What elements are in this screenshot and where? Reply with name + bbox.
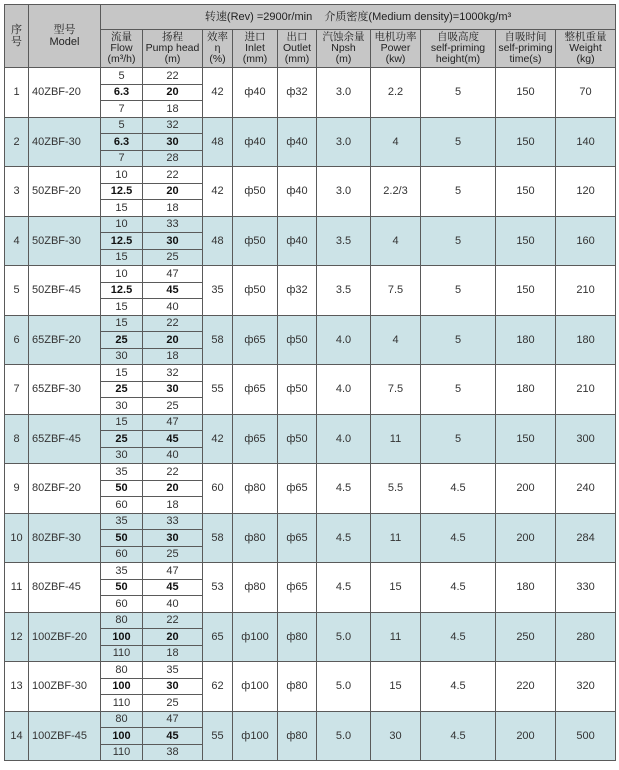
eff-value: 35 [203, 266, 233, 316]
npsh-value: 5.0 [317, 612, 371, 662]
flow-value: 12.5 [101, 282, 143, 299]
head-value: 47 [143, 711, 203, 728]
flow-value: 25 [101, 332, 143, 349]
header-head-text: 扬程 Pump head (m) [145, 31, 200, 65]
table-row [5, 662, 616, 679]
table-row [5, 414, 616, 431]
head-value: 47 [143, 563, 203, 580]
head-value: 47 [143, 266, 203, 283]
power-value: 7.5 [371, 266, 421, 316]
flow-value: 80 [101, 711, 143, 728]
power-value: 4 [371, 216, 421, 266]
head-value: 30 [143, 381, 203, 398]
sp-height-value: 4.5 [421, 662, 496, 712]
flow-value: 60 [101, 596, 143, 613]
sp-time-value: 150 [496, 117, 556, 167]
outlet-value: ф50 [278, 315, 317, 365]
power-value: 11 [371, 612, 421, 662]
npsh-value: 4.5 [317, 563, 371, 613]
sp-height-value: 5 [421, 167, 496, 217]
outlet-value: ф80 [278, 662, 317, 712]
eff-value: 53 [203, 563, 233, 613]
head-value: 20 [143, 183, 203, 200]
eff-value: 48 [203, 117, 233, 167]
eff-value: 48 [203, 216, 233, 266]
sp-time-value: 150 [496, 68, 556, 118]
weight-value: 70 [556, 68, 616, 118]
header-power-text: 电机功率 Power (kw) [374, 31, 417, 65]
row-number: 3 [5, 167, 29, 217]
head-value: 25 [143, 695, 203, 712]
header-head [143, 30, 203, 68]
npsh-value: 4.0 [317, 414, 371, 464]
table-row [5, 117, 616, 134]
weight-value: 240 [556, 464, 616, 514]
power-value: 4 [371, 315, 421, 365]
flow-value: 30 [101, 398, 143, 415]
model-name: 50ZBF-20 [29, 167, 101, 217]
npsh-value: 3.0 [317, 68, 371, 118]
sp-height-value: 5 [421, 266, 496, 316]
flow-value: 50 [101, 579, 143, 596]
power-value: 15 [371, 563, 421, 613]
inlet-value: ф80 [233, 513, 278, 563]
sp-time-value: 200 [496, 711, 556, 761]
flow-value: 15 [101, 315, 143, 332]
flow-value: 6.3 [101, 84, 143, 101]
head-value: 38 [143, 744, 203, 761]
power-value: 30 [371, 711, 421, 761]
sp-height-value: 5 [421, 216, 496, 266]
header-conditions-text: 转速(Rev) =2900r/min 介质密度(Medium density)=1000kg/m³ [204, 11, 512, 23]
model-name: 100ZBF-45 [29, 711, 101, 761]
sp-height-value: 5 [421, 68, 496, 118]
power-value: 7.5 [371, 365, 421, 415]
outlet-value: ф50 [278, 414, 317, 464]
eff-value: 65 [203, 612, 233, 662]
flow-value: 35 [101, 513, 143, 530]
inlet-value: ф100 [233, 711, 278, 761]
table-row [5, 563, 616, 580]
flow-value: 6.3 [101, 134, 143, 151]
header-model-text: 型号 Model [49, 24, 80, 48]
table-row [5, 711, 616, 728]
head-value: 45 [143, 728, 203, 745]
sp-time-value: 200 [496, 464, 556, 514]
header-sp-time-text: 自吸时间 self-priming time(s) [498, 31, 553, 65]
head-value: 18 [143, 645, 203, 662]
inlet-value: ф100 [233, 612, 278, 662]
flow-value: 15 [101, 365, 143, 382]
power-value: 11 [371, 414, 421, 464]
head-value: 47 [143, 414, 203, 431]
outlet-value: ф80 [278, 612, 317, 662]
header-power [371, 30, 421, 68]
flow-value: 110 [101, 744, 143, 761]
weight-value: 160 [556, 216, 616, 266]
flow-value: 15 [101, 299, 143, 316]
table-row [5, 612, 616, 629]
header-weight-text: 整机重量 Weight (kg) [564, 31, 607, 65]
head-value: 30 [143, 530, 203, 547]
outlet-value: ф80 [278, 711, 317, 761]
sp-height-value: 4.5 [421, 563, 496, 613]
eff-value: 62 [203, 662, 233, 712]
weight-value: 210 [556, 365, 616, 415]
inlet-value: ф50 [233, 216, 278, 266]
header-model [29, 5, 101, 68]
flow-value: 80 [101, 662, 143, 679]
outlet-value: ф32 [278, 68, 317, 118]
eff-value: 55 [203, 711, 233, 761]
flow-value: 80 [101, 612, 143, 629]
table-row [5, 513, 616, 530]
head-value: 35 [143, 662, 203, 679]
flow-value: 25 [101, 381, 143, 398]
table-row [5, 266, 616, 283]
flow-value: 15 [101, 200, 143, 217]
inlet-value: ф50 [233, 167, 278, 217]
table-row [5, 216, 616, 233]
head-value: 22 [143, 464, 203, 481]
row-number: 1 [5, 68, 29, 118]
weight-value: 180 [556, 315, 616, 365]
model-name: 80ZBF-20 [29, 464, 101, 514]
flow-value: 100 [101, 678, 143, 695]
inlet-value: ф80 [233, 464, 278, 514]
inlet-value: ф50 [233, 266, 278, 316]
header-sp-time [496, 30, 556, 68]
head-value: 28 [143, 150, 203, 167]
outlet-value: ф40 [278, 167, 317, 217]
power-value: 5.5 [371, 464, 421, 514]
flow-value: 7 [101, 101, 143, 118]
head-value: 33 [143, 513, 203, 530]
sp-time-value: 180 [496, 563, 556, 613]
inlet-value: ф80 [233, 563, 278, 613]
npsh-value: 5.0 [317, 662, 371, 712]
header-sp-height [421, 30, 496, 68]
inlet-value: ф65 [233, 414, 278, 464]
flow-value: 60 [101, 546, 143, 563]
head-value: 18 [143, 101, 203, 118]
sp-time-value: 180 [496, 365, 556, 415]
eff-value: 42 [203, 414, 233, 464]
weight-value: 330 [556, 563, 616, 613]
power-value: 4 [371, 117, 421, 167]
sp-height-value: 5 [421, 365, 496, 415]
head-value: 45 [143, 282, 203, 299]
weight-value: 280 [556, 612, 616, 662]
flow-value: 15 [101, 414, 143, 431]
inlet-value: ф100 [233, 662, 278, 712]
outlet-value: ф40 [278, 117, 317, 167]
npsh-value: 3.5 [317, 266, 371, 316]
head-value: 25 [143, 398, 203, 415]
model-name: 65ZBF-20 [29, 315, 101, 365]
head-value: 18 [143, 497, 203, 514]
sp-time-value: 150 [496, 216, 556, 266]
head-value: 22 [143, 68, 203, 85]
head-value: 20 [143, 480, 203, 497]
power-value: 2.2 [371, 68, 421, 118]
outlet-value: ф65 [278, 464, 317, 514]
flow-value: 10 [101, 167, 143, 184]
outlet-value: ф65 [278, 563, 317, 613]
inlet-value: ф65 [233, 315, 278, 365]
sp-time-value: 220 [496, 662, 556, 712]
flow-value: 35 [101, 563, 143, 580]
head-value: 30 [143, 233, 203, 250]
head-value: 18 [143, 348, 203, 365]
outlet-value: ф65 [278, 513, 317, 563]
weight-value: 500 [556, 711, 616, 761]
flow-value: 100 [101, 728, 143, 745]
row-number: 4 [5, 216, 29, 266]
outlet-value: ф40 [278, 216, 317, 266]
model-name: 50ZBF-45 [29, 266, 101, 316]
weight-value: 210 [556, 266, 616, 316]
header-outlet [278, 30, 317, 68]
model-name: 40ZBF-20 [29, 68, 101, 118]
sp-time-value: 150 [496, 167, 556, 217]
outlet-value: ф50 [278, 365, 317, 415]
sp-time-value: 250 [496, 612, 556, 662]
header-outlet-text: 出口 Outlet (mm) [282, 31, 311, 65]
header-seq-text: 序 号 [11, 24, 22, 48]
eff-value: 55 [203, 365, 233, 415]
header-weight [556, 30, 616, 68]
npsh-value: 4.0 [317, 365, 371, 415]
head-value: 22 [143, 167, 203, 184]
weight-value: 120 [556, 167, 616, 217]
head-value: 32 [143, 117, 203, 134]
row-number: 6 [5, 315, 29, 365]
npsh-value: 5.0 [317, 711, 371, 761]
outlet-value: ф32 [278, 266, 317, 316]
sp-height-value: 5 [421, 414, 496, 464]
weight-value: 300 [556, 414, 616, 464]
row-number: 7 [5, 365, 29, 415]
power-value: 2.2/3 [371, 167, 421, 217]
header-flow-text: 流量 Flow (m³/h) [107, 31, 136, 65]
table-row [5, 365, 616, 382]
head-value: 20 [143, 84, 203, 101]
flow-value: 12.5 [101, 233, 143, 250]
weight-value: 320 [556, 662, 616, 712]
row-number: 9 [5, 464, 29, 514]
npsh-value: 4.5 [317, 464, 371, 514]
sp-height-value: 4.5 [421, 612, 496, 662]
header-seq [5, 5, 29, 68]
flow-value: 100 [101, 629, 143, 646]
table-row [5, 167, 616, 184]
inlet-value: ф40 [233, 117, 278, 167]
header-sp-height-text: 自吸高度 self-priming height(m) [430, 31, 486, 65]
flow-value: 10 [101, 216, 143, 233]
model-name: 65ZBF-45 [29, 414, 101, 464]
header-npsh [317, 30, 371, 68]
header-eff [203, 30, 233, 68]
head-value: 25 [143, 249, 203, 266]
header-flow [101, 30, 143, 68]
flow-value: 7 [101, 150, 143, 167]
header-conditions [101, 5, 616, 30]
header-inlet [233, 30, 278, 68]
head-value: 22 [143, 315, 203, 332]
npsh-value: 4.5 [317, 513, 371, 563]
header-eff-text: 效率 η (%) [207, 31, 228, 65]
sp-height-value: 5 [421, 315, 496, 365]
head-value: 45 [143, 579, 203, 596]
table-row [5, 68, 616, 85]
model-name: 100ZBF-30 [29, 662, 101, 712]
model-name: 100ZBF-20 [29, 612, 101, 662]
flow-value: 25 [101, 431, 143, 448]
row-number: 8 [5, 414, 29, 464]
head-value: 32 [143, 365, 203, 382]
inlet-value: ф40 [233, 68, 278, 118]
row-number: 12 [5, 612, 29, 662]
head-value: 30 [143, 134, 203, 151]
flow-value: 30 [101, 447, 143, 464]
head-value: 40 [143, 596, 203, 613]
table-row [5, 315, 616, 332]
model-name: 65ZBF-30 [29, 365, 101, 415]
row-number: 13 [5, 662, 29, 712]
flow-value: 110 [101, 695, 143, 712]
flow-value: 30 [101, 348, 143, 365]
head-value: 20 [143, 332, 203, 349]
sp-time-value: 180 [496, 315, 556, 365]
head-value: 40 [143, 299, 203, 316]
model-name: 50ZBF-30 [29, 216, 101, 266]
eff-value: 42 [203, 68, 233, 118]
power-value: 11 [371, 513, 421, 563]
sp-height-value: 4.5 [421, 711, 496, 761]
flow-value: 15 [101, 249, 143, 266]
power-value: 15 [371, 662, 421, 712]
row-number: 5 [5, 266, 29, 316]
row-number: 14 [5, 711, 29, 761]
head-value: 22 [143, 612, 203, 629]
flow-value: 110 [101, 645, 143, 662]
row-number: 11 [5, 563, 29, 613]
model-name: 80ZBF-45 [29, 563, 101, 613]
flow-value: 5 [101, 117, 143, 134]
sp-time-value: 200 [496, 513, 556, 563]
flow-value: 5 [101, 68, 143, 85]
model-name: 80ZBF-30 [29, 513, 101, 563]
npsh-value: 3.5 [317, 216, 371, 266]
spec-table-body [5, 68, 616, 761]
npsh-value: 3.0 [317, 117, 371, 167]
model-name: 40ZBF-30 [29, 117, 101, 167]
eff-value: 58 [203, 315, 233, 365]
head-value: 25 [143, 546, 203, 563]
sp-height-value: 5 [421, 117, 496, 167]
sp-time-value: 150 [496, 266, 556, 316]
weight-value: 140 [556, 117, 616, 167]
flow-value: 60 [101, 497, 143, 514]
sp-height-value: 4.5 [421, 464, 496, 514]
npsh-value: 3.0 [317, 167, 371, 217]
flow-value: 10 [101, 266, 143, 283]
table-row [5, 464, 616, 481]
head-value: 33 [143, 216, 203, 233]
head-value: 20 [143, 629, 203, 646]
inlet-value: ф65 [233, 365, 278, 415]
head-value: 40 [143, 447, 203, 464]
flow-value: 50 [101, 480, 143, 497]
npsh-value: 4.0 [317, 315, 371, 365]
header-npsh-text: 汽蚀余量 Npsh (m) [322, 31, 365, 65]
row-number: 2 [5, 117, 29, 167]
head-value: 18 [143, 200, 203, 217]
flow-value: 12.5 [101, 183, 143, 200]
sp-time-value: 150 [496, 414, 556, 464]
eff-value: 58 [203, 513, 233, 563]
eff-value: 60 [203, 464, 233, 514]
head-value: 45 [143, 431, 203, 448]
sp-height-value: 4.5 [421, 513, 496, 563]
flow-value: 35 [101, 464, 143, 481]
pump-spec-table [4, 4, 616, 761]
flow-value: 50 [101, 530, 143, 547]
header-inlet-text: 进口 Inlet (mm) [242, 31, 268, 65]
row-number: 10 [5, 513, 29, 563]
weight-value: 284 [556, 513, 616, 563]
eff-value: 42 [203, 167, 233, 217]
spec-table-container [4, 4, 615, 761]
head-value: 30 [143, 678, 203, 695]
